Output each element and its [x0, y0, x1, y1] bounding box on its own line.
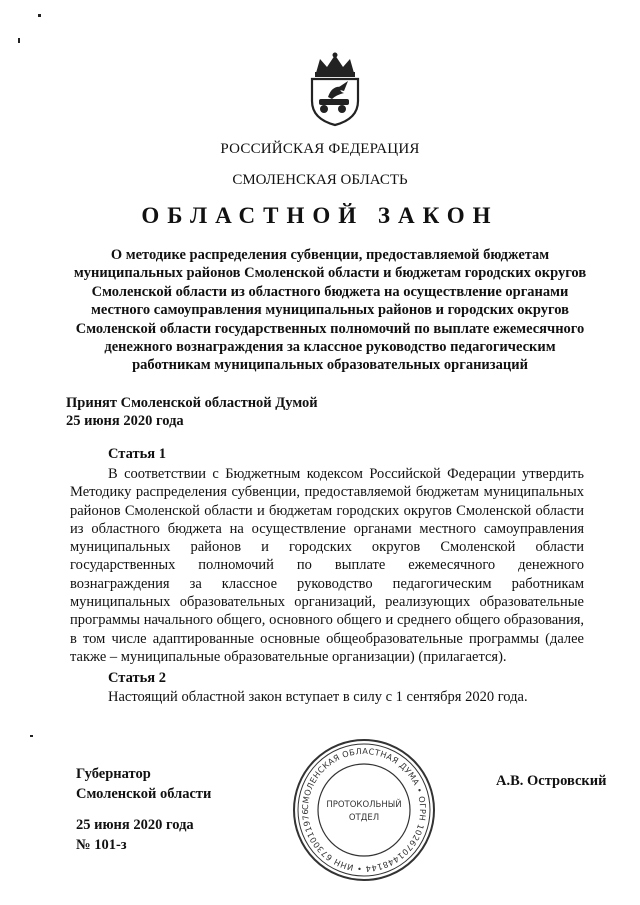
document-type-heading: ОБЛАСТНОЙ ЗАКОН	[141, 203, 499, 228]
document-date: 25 июня 2020 года	[76, 817, 194, 833]
law-title	[60, 246, 600, 375]
law-title-line: Смоленской области из областного бюджета на осуществление органами	[91, 283, 569, 300]
document-date-number	[76, 815, 194, 855]
law-title-line: муниципальных районов Смоленской области и бюджетам городских округов	[73, 265, 587, 282]
adoption-line: Принят Смоленской областной Думой	[66, 395, 318, 411]
signatory-position	[76, 764, 211, 804]
official-stamp	[289, 735, 439, 890]
article-1-text: В соответствии с Бюджетным кодексом Российской Федерации утвердить Методику распределения субвенции, предоставляемой бюджетам муниципальных районов Смоленской области и бюджетам городских округов Смоленской области из областного бюджета на осуществление органами местного самоуправления муниципальных районов и городских округов Смоленской области государственных полномочий по выплате ежемесячного денежного вознаграждения за классное руководство педагогическим работникам муниципальных образовательных организаций, реализующих образовательные программы начального общего, основного общего и среднего общего образования, в том числе адаптированные основные общеобразовательные программы (далее также – муниципальные образовательные организации) (прилагается).	[70, 466, 584, 665]
law-title-line: работникам муниципальных образовательных организаций	[132, 357, 528, 374]
stamp-center-line1: ПРОТОКОЛЬНЫЙ	[326, 800, 402, 810]
article-1-heading: Статья 1	[108, 446, 166, 462]
country-heading: РОССИЙСКАЯ ФЕДЕРАЦИЯ	[220, 141, 420, 157]
signatory-name: А.В. Островский	[496, 773, 607, 789]
coat-of-arms-emblem	[302, 51, 368, 132]
law-title-line: О методике распределения субвенции, предоставляемой бюджетам	[110, 247, 550, 263]
document-number: № 101-з	[76, 837, 127, 853]
scan-artifact	[30, 735, 33, 737]
law-title-line: местного самоуправления муниципальных районов и городских округов	[91, 302, 569, 319]
adoption-note	[66, 394, 318, 431]
scan-artifact	[38, 14, 41, 17]
article-2-text: Настоящий областной закон вступает в силу с 1 сентября 2020 года.	[108, 689, 528, 705]
region-heading: СМОЛЕНСКАЯ ОБЛАСТЬ	[232, 172, 408, 188]
law-title-line: Смоленской области государственных полномочий по выплате ежемесячного	[75, 320, 585, 337]
signatory-position-line: Губернатор	[76, 766, 151, 782]
adoption-date: 25 июня 2020 года	[66, 413, 184, 430]
law-title-line: денежного вознаграждения за классное руководство педагогическим	[104, 339, 556, 356]
article-2-heading: Статья 2	[108, 670, 166, 686]
signatory-position-line: Смоленской области	[76, 786, 212, 802]
stamp-ring-text: СМОЛЕНСКАЯ ОБЛАСТНАЯ ДУМА • ОГРН 1026701448144 • ИНН 6730011976	[299, 745, 429, 875]
stamp-center-line2: ОТДЕЛ	[348, 813, 380, 823]
scan-artifact	[18, 38, 20, 43]
